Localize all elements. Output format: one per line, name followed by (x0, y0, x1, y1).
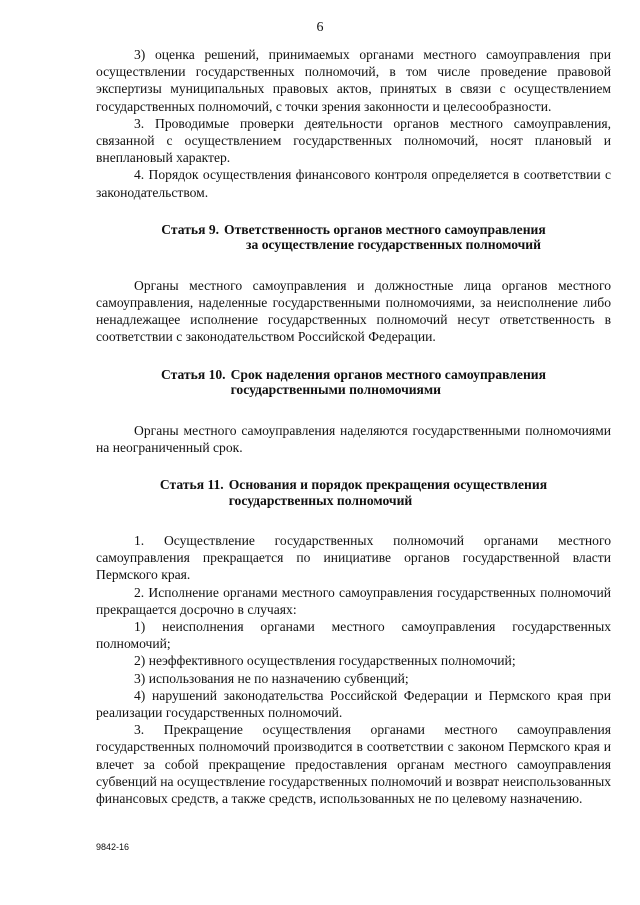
document-body (96, 46, 611, 807)
article-11-list-item: 4) нарушений законодательства Российской Федерации и Пермского края при реализации государственных полномочий. (96, 687, 611, 721)
article-11-title (96, 477, 611, 508)
article-title-line2: государственными полномочиями (230, 382, 442, 398)
intro-paragraph: 4. Порядок осуществления финансового контроля определяется в соответствии с законодательством. (96, 167, 611, 200)
article-title-line1: Ответственность органов местного самоуправления (224, 221, 546, 237)
intro-paragraph: 3) оценка решений, принимаемых органами местного самоуправления при осуществлении государственных полномочий, в том числе проведение правовой экспертизы муниципальных правовых актов, принятых в связи с осуществлением государственных полномочий, с точки зрения законности и целесообразности. (96, 47, 611, 114)
article-11-paragraph: 3. Прекращение осуществления органами местного самоуправления государственных полномочий производится в соответствии с законом Пермского края и влечет за собой прекращение предоставления органам местного самоуправления субвенций на осуществление государственных полномочий и возврат неиспользованных финансовых средств, а также средств, использованных не по целевому назначению. (96, 722, 611, 807)
page-number: 6 (316, 20, 324, 35)
intro-paragraph: 3. Проводимые проверки деятельности органов местного самоуправления, связанной с осуществлением государственных полномочий, носят плановый и внеплановый характер. (96, 115, 611, 166)
article-title-line1: Основания и порядок прекращения осуществления (228, 477, 548, 493)
article-11-paragraph: 2. Исполнение органами местного самоуправления государственных полномочий прекращается досрочно в случаях: (96, 584, 611, 617)
article-number: Статья 10. (161, 366, 226, 382)
article-10-paragraph: Органы местного самоуправления наделяются государственными полномочиями на неограниченный срок. (96, 422, 611, 455)
article-11-list-item: 2) неэффективного осуществления государственных полномочий; (134, 653, 516, 669)
article-title-line2: за осуществление государственных полномочий (246, 237, 541, 253)
document-code: 9842-16 (96, 842, 130, 852)
article-title-line1: Срок наделения органов местного самоуправления (230, 366, 546, 382)
article-11-paragraph: 1. Осуществление государственных полномочий органами местного самоуправления прекращается по инициативе органов государственной власти Пермского края. (96, 533, 611, 583)
article-11-list-item: 3) использования не по назначению субвенций; (134, 670, 409, 686)
article-10-title (96, 367, 611, 398)
article-number: Статья 11. (159, 477, 224, 493)
article-number: Статья 9. (161, 221, 220, 237)
article-9-title (96, 222, 611, 253)
article-title-line2: государственных полномочий (228, 492, 413, 508)
article-9-paragraph: Органы местного самоуправления и должностные лица органов местного самоуправления, наделенные государственными полномочиями, за неисполнение либо ненадлежащее исполнение государственных полномочий несут ответственность в соответствии с законодательством Российской Федерации. (96, 277, 611, 345)
article-11-list-item: 1) неисполнения органами местного самоуправления государственных полномочий; (96, 619, 611, 652)
